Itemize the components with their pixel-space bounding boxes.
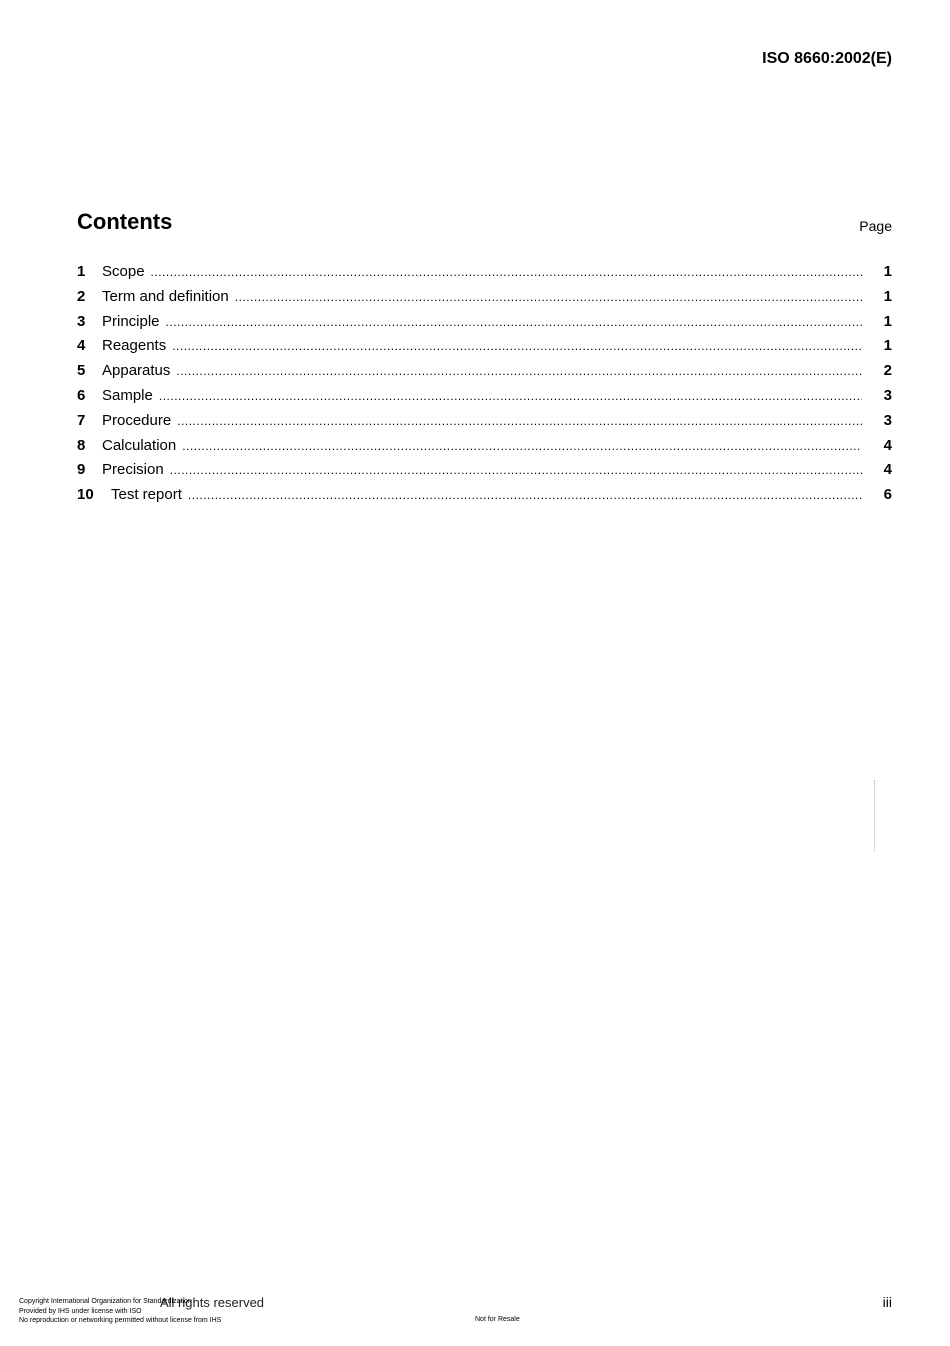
- copyright-line: Copyright International Organization for Standardization: [19, 1298, 192, 1305]
- rights-reserved-text: All rights reserved: [160, 1295, 265, 1310]
- toc-page-number: 1: [883, 337, 892, 355]
- copyright-notice: [19, 1297, 221, 1326]
- toc-entry-test-report[interactable]: [77, 486, 892, 511]
- toc-leader-dots: [177, 414, 862, 428]
- table-of-contents: [77, 263, 892, 511]
- toc-label: Sample: [102, 386, 153, 404]
- toc-number: 8: [77, 436, 86, 454]
- toc-page-number: 1: [883, 287, 892, 305]
- toc-number: 5: [77, 362, 86, 380]
- toc-entry-reagents[interactable]: [77, 337, 892, 362]
- toc-leader-dots: [176, 364, 862, 378]
- contents-title: Contents: [77, 209, 173, 234]
- toc-leader-dots: [182, 439, 862, 453]
- toc-label: Calculation: [102, 436, 177, 454]
- toc-label: Precision: [102, 461, 164, 479]
- toc-leader-dots: [188, 488, 862, 502]
- toc-page-number: 1: [883, 263, 892, 280]
- page-number: iii: [882, 1294, 892, 1310]
- toc-number: 9: [77, 461, 86, 479]
- toc-number: 2: [77, 287, 86, 305]
- toc-label: Test report: [111, 486, 182, 504]
- toc-number: 1: [77, 263, 86, 280]
- toc-leader-dots: [235, 290, 862, 304]
- toc-entry-term-and-definition[interactable]: [77, 288, 892, 313]
- toc-page-number: 3: [883, 411, 892, 429]
- not-for-resale-notice: Not for Resale: [475, 1316, 520, 1323]
- toc-entry-sample[interactable]: [77, 387, 892, 412]
- toc-page-number: 2: [883, 362, 892, 380]
- toc-entry-procedure[interactable]: [77, 412, 892, 437]
- toc-page-number: 4: [883, 436, 892, 454]
- margin-mark: [874, 780, 877, 852]
- toc-number: 3: [77, 312, 86, 330]
- copyright-line: No reproduction or networking permitted without license from IHS: [19, 1317, 222, 1324]
- toc-label: Reagents: [102, 337, 167, 355]
- toc-leader-dots: [170, 463, 862, 477]
- toc-entry-calculation[interactable]: [77, 437, 892, 462]
- toc-leader-dots: [172, 339, 862, 353]
- toc-page-number: 4: [883, 461, 892, 479]
- toc-page-number: 6: [883, 486, 892, 504]
- toc-label: Scope: [102, 263, 145, 280]
- toc-number: 10: [77, 486, 94, 504]
- toc-label: Term and definition: [102, 287, 229, 305]
- toc-entry-principle[interactable]: [77, 313, 892, 338]
- toc-entry-precision[interactable]: [77, 461, 892, 486]
- toc-leader-dots: [151, 265, 862, 279]
- copyright-line: Provided by IHS under license with ISO: [19, 1307, 142, 1315]
- toc-label: Apparatus: [102, 362, 171, 380]
- toc-page-number: 1: [883, 312, 892, 330]
- toc-label: Principle: [102, 312, 160, 330]
- toc-number: 7: [77, 411, 86, 429]
- toc-number: 4: [77, 337, 86, 355]
- toc-entry-apparatus[interactable]: [77, 362, 892, 387]
- toc-leader-dots: [166, 315, 862, 329]
- toc-entry-scope[interactable]: [77, 263, 892, 288]
- document-id: ISO 8660:2002(E): [762, 50, 892, 67]
- toc-page-number: 3: [883, 386, 892, 404]
- toc-leader-dots: [159, 389, 862, 403]
- toc-number: 6: [77, 386, 86, 404]
- toc-label: Procedure: [102, 411, 172, 429]
- page-column-heading: Page: [859, 218, 892, 234]
